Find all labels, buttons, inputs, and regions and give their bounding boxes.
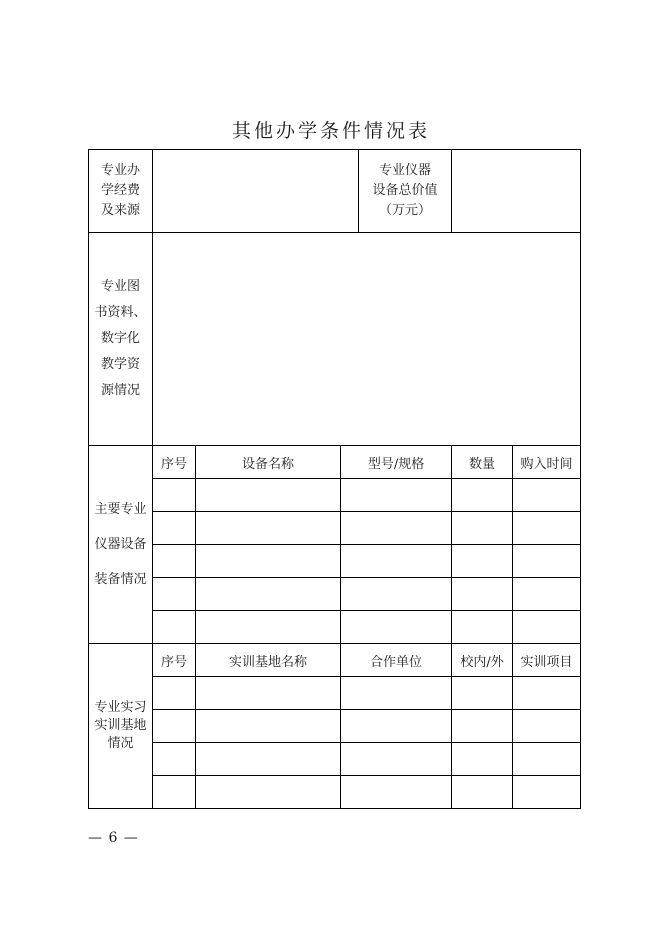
- training-cell[interactable]: [513, 776, 581, 809]
- equipment-header-name: 设备名称: [196, 446, 341, 479]
- equipment-cell[interactable]: [341, 578, 452, 611]
- training-header-location: 校内/外: [452, 644, 513, 677]
- training-cell[interactable]: [341, 677, 452, 710]
- training-header-no: 序号: [153, 644, 196, 677]
- equipment-cell[interactable]: [452, 479, 513, 512]
- training-cell[interactable]: [341, 710, 452, 743]
- library-label: 专业图 书资料、 数字化 教学资 源情况: [89, 233, 153, 446]
- equipment-cell[interactable]: [153, 479, 196, 512]
- page-number: — 6 —: [88, 830, 139, 846]
- equipment-header-no: 序号: [153, 446, 196, 479]
- equipment-cell[interactable]: [452, 545, 513, 578]
- training-cell[interactable]: [153, 776, 196, 809]
- equipment-header-model: 型号/规格: [341, 446, 452, 479]
- equipment-cell[interactable]: [341, 479, 452, 512]
- training-label: 专业实习 实训基地 情况: [89, 644, 153, 809]
- funding-row: [89, 150, 581, 233]
- equipment-cell[interactable]: [153, 578, 196, 611]
- equipment-cell[interactable]: [513, 512, 581, 545]
- training-cell[interactable]: [341, 743, 452, 776]
- equipment-cell[interactable]: [196, 479, 341, 512]
- library-row: [89, 233, 581, 446]
- training-cell[interactable]: [452, 710, 513, 743]
- equipment-row: [89, 479, 581, 512]
- training-cell[interactable]: [452, 677, 513, 710]
- equipment-cell[interactable]: [196, 578, 341, 611]
- training-cell[interactable]: [153, 677, 196, 710]
- conditions-table: [88, 149, 581, 809]
- training-cell[interactable]: [196, 743, 341, 776]
- equipment-cell[interactable]: [153, 512, 196, 545]
- equipment-cell[interactable]: [513, 578, 581, 611]
- training-row: [89, 677, 581, 710]
- equipment-cell[interactable]: [513, 479, 581, 512]
- training-row: [89, 710, 581, 743]
- equipment-row: [89, 512, 581, 545]
- equipment-cell[interactable]: [452, 578, 513, 611]
- training-row: [89, 743, 581, 776]
- equipment-cell[interactable]: [452, 512, 513, 545]
- equipment-cell[interactable]: [513, 611, 581, 644]
- training-cell[interactable]: [452, 776, 513, 809]
- funding-label: 专业办 学经费 及来源: [89, 150, 153, 233]
- training-cell[interactable]: [513, 677, 581, 710]
- equipment-cell[interactable]: [341, 611, 452, 644]
- training-header-row: [89, 644, 581, 677]
- training-cell[interactable]: [196, 776, 341, 809]
- equipment-header-quantity: 数量: [452, 446, 513, 479]
- training-cell[interactable]: [452, 743, 513, 776]
- equipment-row: [89, 578, 581, 611]
- training-row: [89, 776, 581, 809]
- equipment-cell[interactable]: [341, 512, 452, 545]
- equipment-row: [89, 545, 581, 578]
- funding-value[interactable]: [153, 150, 359, 233]
- page-title: 其他办学条件情况表: [231, 120, 430, 142]
- equipment-total-label: 专业仪器 设备总价值 （万元）: [359, 150, 452, 233]
- equipment-cell[interactable]: [153, 611, 196, 644]
- training-cell[interactable]: [341, 776, 452, 809]
- equipment-header-purchase-date: 购入时间: [513, 446, 581, 479]
- equipment-cell[interactable]: [196, 545, 341, 578]
- equipment-cell[interactable]: [196, 611, 341, 644]
- equipment-label: 主要专业 仪器设备 装备情况: [89, 446, 153, 644]
- training-cell[interactable]: [196, 677, 341, 710]
- equipment-cell[interactable]: [196, 512, 341, 545]
- training-cell[interactable]: [153, 743, 196, 776]
- equipment-header-row: [89, 446, 581, 479]
- equipment-cell[interactable]: [341, 545, 452, 578]
- training-header-project: 实训项目: [513, 644, 581, 677]
- training-header-partner: 合作单位: [341, 644, 452, 677]
- equipment-cell[interactable]: [153, 545, 196, 578]
- equipment-cell[interactable]: [513, 545, 581, 578]
- training-cell[interactable]: [513, 710, 581, 743]
- equipment-total-value[interactable]: [452, 150, 581, 233]
- equipment-row: [89, 611, 581, 644]
- training-header-base-name: 实训基地名称: [196, 644, 341, 677]
- training-cell[interactable]: [196, 710, 341, 743]
- training-cell[interactable]: [513, 743, 581, 776]
- equipment-cell[interactable]: [452, 611, 513, 644]
- library-value[interactable]: [153, 233, 581, 446]
- training-cell[interactable]: [153, 710, 196, 743]
